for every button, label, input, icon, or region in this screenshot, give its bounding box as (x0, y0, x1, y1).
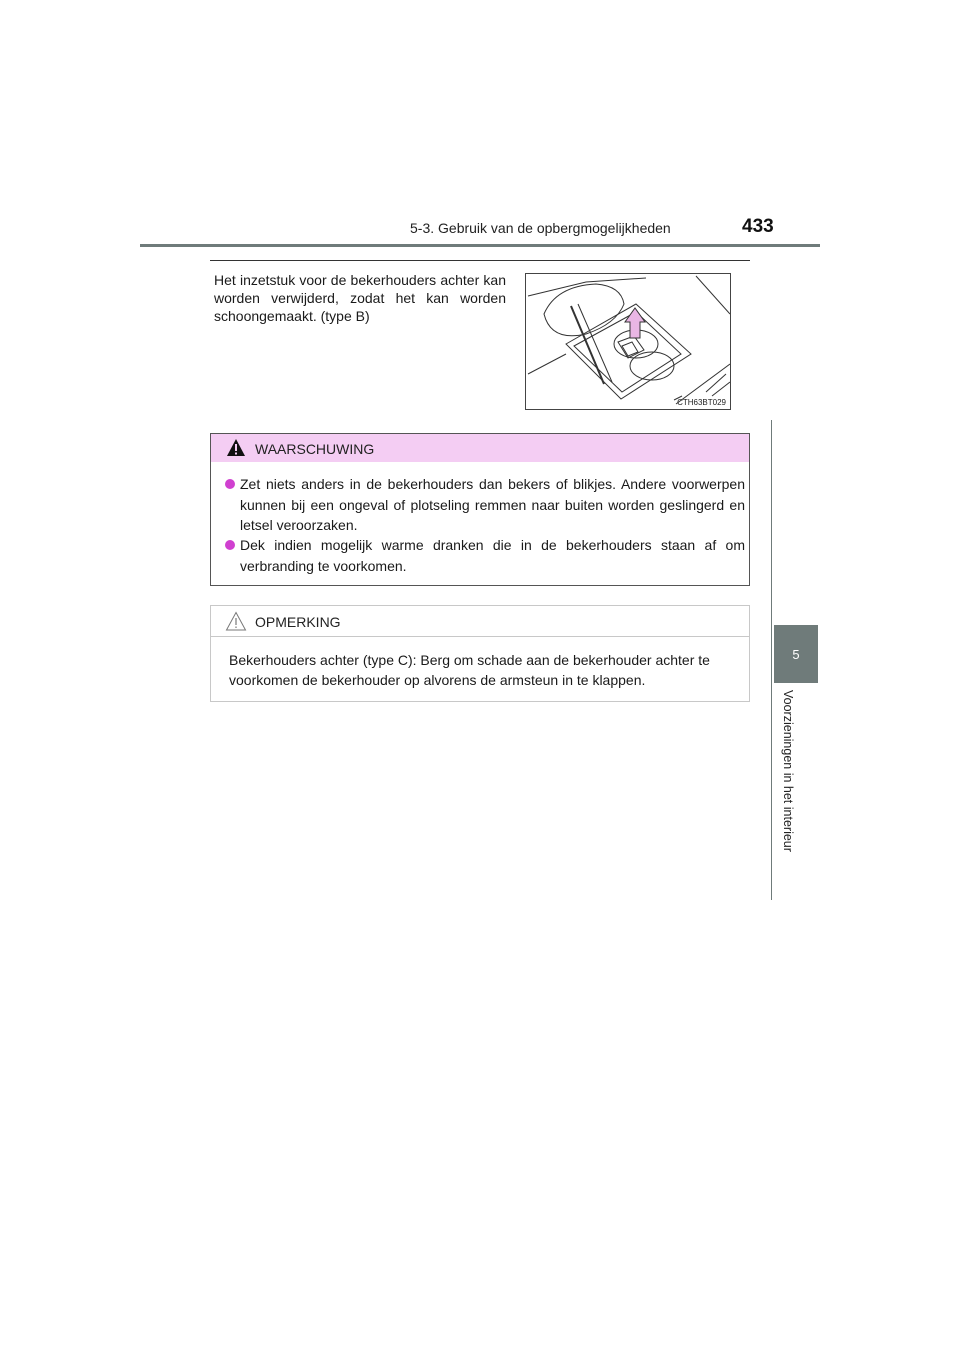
section-title: 5-3. Gebruik van de opbergmogelijkheden (410, 220, 671, 236)
warning-triangle-icon (226, 438, 246, 457)
note-text: Bekerhouders achter (type C): Berg om schade aan de bekerhouder achter te voorkomen de bekerhouder op alvorens de armsteun in te klappen. (229, 652, 710, 688)
note-box (210, 605, 750, 702)
bullet-icon (225, 479, 235, 489)
side-tab-line (771, 420, 772, 900)
note-divider (211, 636, 749, 637)
warning-title: WAARSCHUWING (255, 441, 375, 457)
bullet-icon (225, 540, 235, 550)
note-title: OPMERKING (255, 614, 341, 630)
page-number: 433 (742, 216, 774, 237)
warning-item: Dek indien mogelijk warme dranken die in de bekerhouders staan af om verbranding te voorkomen. (225, 535, 745, 576)
warning-box (210, 433, 750, 586)
cup-holder-drawing (526, 274, 730, 409)
header-rule (140, 244, 820, 247)
cup-holder-illustration (525, 273, 731, 410)
chapter-number-tab: 5 (774, 625, 818, 683)
content-rule (210, 260, 750, 261)
figure-code: CTH63BT029 (677, 398, 726, 407)
caution-triangle-icon (225, 611, 247, 631)
warning-item: Zet niets anders in de bekerhouders dan bekers of blikjes. Andere voorwerpen kunnen bij een ongeval of plotseling remmen naar buiten worden geslingerd en letsel veroorzaken. (225, 474, 745, 536)
intro-paragraph: Het inzetstuk voor de bekerhouders achter kan worden verwijderd, zodat het kan worden schoongemaakt. (type B) (214, 272, 506, 324)
chapter-title: Voorzieningen in het interieur (781, 690, 795, 852)
warning-header (211, 434, 749, 462)
